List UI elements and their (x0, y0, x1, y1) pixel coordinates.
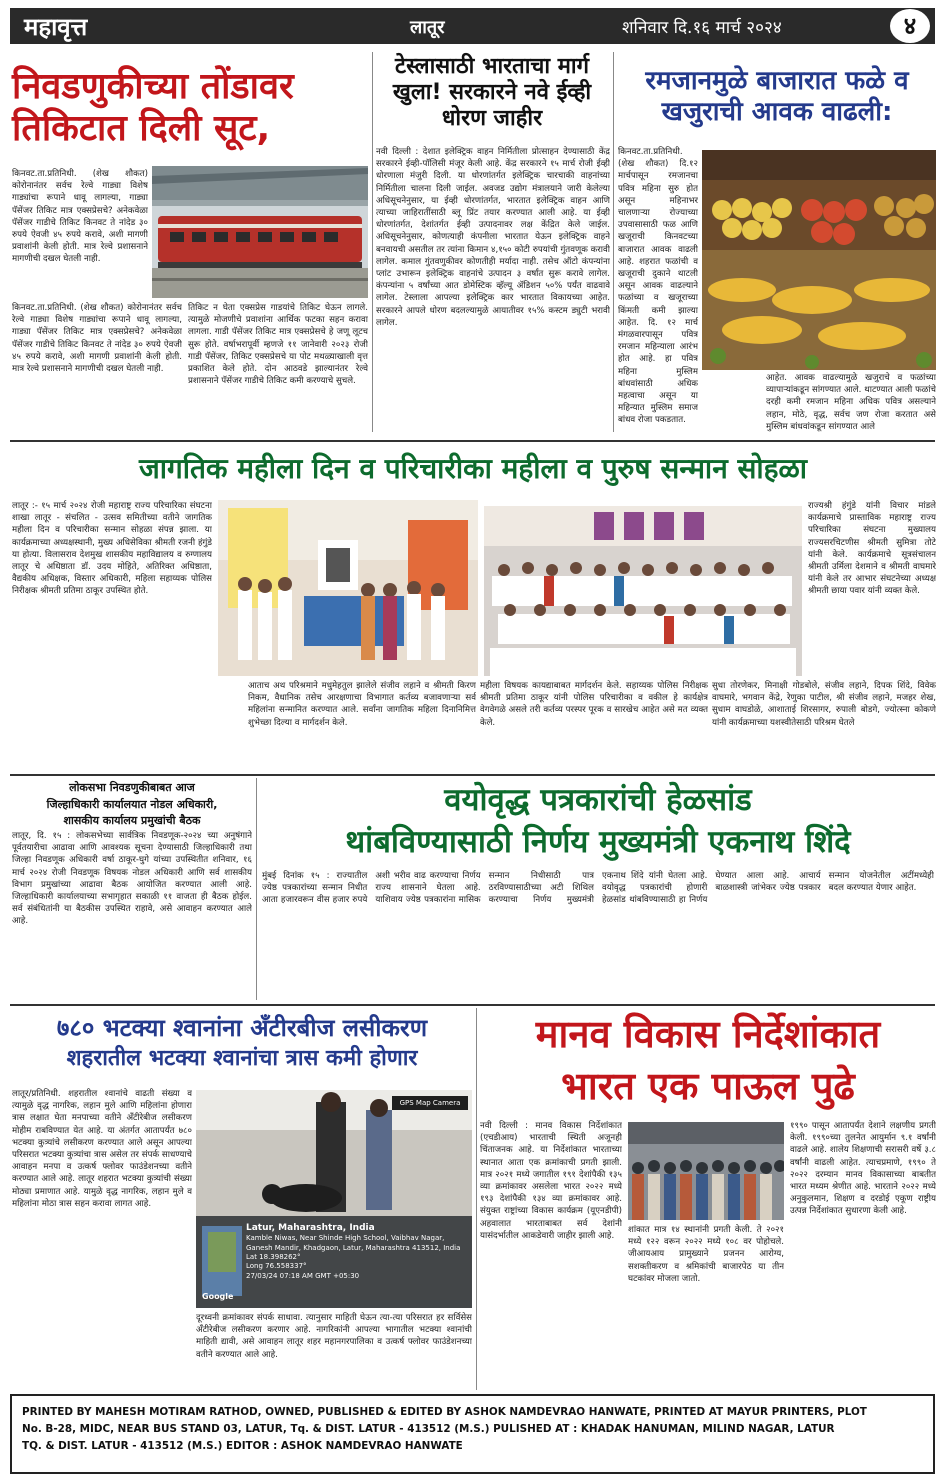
hdi-body: नवी दिल्ली : मानव विकास निर्देशांकात (एचडीआय) भारताची स्थिती अजूनही चिंताजनक आहे. या निर्देशांकात भारताच्या स्थानात आता एक क्रमांकाची प्रगती झाली. मात्र २०२१ मध्ये जगातील १९१ देशांपैकी १३५ व्या क्रमांकावर असलेला भारत २०२२ मध्ये १९३ देशांपैकी १३४ व्या क्रमांकावर आहे. संयुक्त राष्ट्रांच्या विकास कार्यक्रम (यूएनडीपी) अहवालात भारताबाबत सर्व देशांनी यासंदर्भातील आकडेवारी जाहीर झाली आहे. (480, 1121, 622, 1241)
ramzan-body: किनवट.ता.प्रतिनिधी. (शेख शौकत) दि.१२ मार्चपासून रमजानचा पवित्र महिना सुरु होत असून महिनाभर चालणाऱ्या रोज्याच्या उपवासासाठी फळ आणि खजूराची किनवटच्या बाजारात आवक वाढली आहे. शहरात फळांची व खजूराची दुकाने थाटली असून आवक वाढल्याने फळांच्या व खजूराच्या किंमती कमी झाल्या आहेत. दि. १२ मार्च मंगळवारपासून पवित्र रमजान महिन्याला आरंभ होत आहे. हा पवित्र महिना मुस्लिम बांधवांसाठी अधिक महत्वाचा असून या महिन्यात मुस्लिम समाज बांधव रोजा पकडतात. (618, 147, 698, 426)
election-suit-body-intro: किनवट.ता.प्रतिनिधी. (शेख शौकत) कोरोनानंतर सर्वच रेल्वे गाड्या विशेष गाड्यांचा रूपाने धावू लागल्या, गाड्या पॅसेंजर तिकिट मात्र एक्सप्रेसचे? अनेकवेळा पॅसेंजर गाडीचे तिकिट किनवट ते नांदेड ३० रुपये ऐवजी ४५ रुपये करावे, अशी मागणी प्रवाशांनी केली होती. मात्र रेल्वे प्रशासनाने मागणीची दखल घेतली नाही. (12, 169, 148, 265)
dogs-headline-1: ७८० भटक्या श्वानांना अँटीरबीज लसीकरण (56, 1014, 428, 1042)
hdi-body-right: १९९० पासून आतापर्यंत देशाने लक्षणीय प्रगती केली. १९९०च्या तुलनेत आयुर्मान ९.१ वर्षांनी वाढले आहे. शालेय शिक्षणाची सरासरी वर्षे ३.८ वर्षांनी वाढली आहेत. त्याचप्रमाणे, १९९० ते २०२२ दरम्यान मानव विकासाच्या बाबतीत भारत मध्यम श्रेणीत आहे. भारताने २०२२ मध्ये अनुकुलमान, शिक्षण व दरडोई एकूण राष्ट्रीय उत्पन्न निर्देशांकात सुधारणा केली आहे. (790, 1121, 936, 1217)
tesla-headline: टेस्लासाठी भारताचा मार्ग खुला! सरकारने नवे ईव्ही धोरण जाहीर (392, 54, 592, 131)
gps-address: Kamble Niwas, Near Shinde High School, Vaibhav Nagar, Ganesh Mandir, Khadgaon, Latur, Maharashtra 413512, India (246, 1234, 461, 1252)
dog-vaccination-photo (196, 1090, 472, 1308)
section-divider (10, 440, 935, 442)
ramzan-body-cont: आहेत. आवक वाढल्यामुळे खजुराचे व फळांच्या व्यापाऱ्यांकडून सांगण्यात आले. थाटण्यात आली फळांचे दरही कमी रमजान महिना अधिक पवित्र असल्याने लहान, मोठे, वृद्ध, सर्वच जण रोजा करतात असे मुस्लिम बांधवांकडून सांगण्यात आले (766, 373, 936, 432)
womens-day-body-mid2: महीला विषयक कायद्याबाबत मार्गदर्शन केले. सहाय्यक पोलिस निरीक्षक श्रीमती प्रतिमा ठाकूर यांनी पोलिस परिचारीका व वकील हे कार्यक्षेत्र वेगवेगळे असले तरी कर्तव्य परस्पर पूरक व सारखेच आहेत असे मत व्यक्त केले. (480, 681, 708, 728)
gps-lat: Lat 18.398262° (246, 1253, 301, 1262)
election-suit-body-left: किनवट.ता.प्रतिनिधी. (शेख शौकत) कोरोनानंतर सर्वच रेल्वे गाड्या विशेष गाड्यांचा रूपाने धावू लागल्या, गाड्या पॅसेंजर तिकिट मात्र एक्सप्रेसचे? अनेकवेळा पॅसेंजर गाडीचे तिकिट किनवट ते नांदेड ३० रुपये ऐवजी ४५ रुपये करावे, अशी मागणी प्रवाशांनी केली होती. मात्र रेल्वे प्रशासनाने मागणीची दखल घेतली नाही. (12, 303, 182, 375)
womens-day-headline: जागतिक महीला दिन व परिचारीका महीला व पुरुष सन्मान सोहळा (138, 452, 808, 485)
page-number: ४ (890, 9, 930, 43)
womens-day-body-right: राज्यश्री हंगुंडे यांनी विचार मांडले कार्यक्रमाचे प्रास्ताविक महाराष्ट्र राज्य परिचारिका संघटना मुख्यालय राज्यसरचिटणीस श्रीमती सुमित्रा तोटे यांनी केले. कार्यक्रमाचे सूत्रसंचालन श्रीमती उर्मिला देशमाने व श्रीमती वाघमारे यांनी केले तर आभार संघटनेच्या अध्यक्ष श्रीमती छाया पवार यांनी व्यक्त केले. (808, 501, 936, 597)
womens-day-body-left: लातूर :- १५ मार्च २०२४ रोजी महाराष्ट्र राज्य परिचारिका संघटना शाखा लातूर - संचलित - उत्सव समितीच्या वतीने जागतिक महीला दिन व परिचारीका सन्मान सोहळा संपन्न झाला. या कार्यक्रमाच्या अध्यक्षस्थानी, मुख्य अधिसेविका श्रीमती रजनी हंगुंडे या होत्या. विलासराव देशमुख शासकीय महाविद्यालय व रुग्णालय लातूर चे अधिष्ठाता डॉ. उदय मोहिते, अतिरिक्त अधिष्ठाता, वैद्यकीय अधिक्षक, विस्तार अधिकारी, महिला सहाय्यक पोलिस निरीक्षक श्रीमती प्रतिमा ठाकूर उपस्थित होते. (12, 501, 212, 597)
fruits-photo (702, 150, 936, 370)
imprint-footer (10, 1394, 935, 1474)
imprint-line-1: PRINTED BY MAHESH MOTIRAM RATHOD, OWNED, PUBLISHED & EDITED BY ASHOK NAMDEVRAO HANWATE, PRINTED AT MAYUR PRINTERS, PLOT (22, 1406, 867, 1418)
hdi-body-mid: शांकात मात्र १४ स्थानांनी प्रगती केली. ते २०२१ मध्ये १२२ वरून २०२२ मध्ये १०८ वर पोहोचले. जीआयआय प्रामुख्याने प्रजनन आरोग्य, सशक्तीकरण व श्रमिकांची बाजारपेठ या तीन घटकांवर मोजला जातो. (628, 1225, 784, 1284)
column-divider (256, 778, 257, 1000)
gps-title: Latur, Maharashtra, India (246, 1223, 375, 1233)
newspaper-name: महावृत्त (24, 12, 88, 41)
dogs-body: लातूर/प्रतिनिधी. शहरातील श्वानांचे वाढती संख्या व त्यामुळे वृद्ध नागरिक, लहान मुले आणि महिलांना होणारा त्रास लक्षात घेता मनपाच्या वतीने अँटीरेबीज लसीकरण मोहीम राबविण्यात येत आहे. या अंतर्गत आतापर्यंत ७८० भटक्या कुत्र्यांचे लसीकरण करण्यात आले असून आपल्या परिसरात भटक्या कुत्र्यांचा त्रास असेल तर संपर्क साधण्याचे आवाहन मनपा व उत्कर्ष फ्लोवर फाउंडेशनच्या वतीने करण्यात आले आहे. लातूर शहरात भटक्या कुत्र्यांची संख्या मोठ्या प्रमाणात आहे. यामुळे वृद्ध नागरिक, लहान मुले व महिलांना मोठा त्रास सहन करावा लागत आहे. (12, 1089, 192, 1209)
election-suit-headline: निवडणुकीच्या तोंडावर तिकिटात दिली सूट, (12, 66, 294, 150)
lok-sabha-headline-2: जिल्हाधिकारी कार्यालयात नोडल अधिकारी, (46, 797, 218, 811)
map-brand: Google (202, 1292, 234, 1301)
dogs-body-cont: दूरध्वनी क्रमांकावर संपर्क साधावा. त्यानुसार माहिती घेऊन त्या-त्या परिसरात हर सर्विसेस अँटीरेबीज लसीकरण करणार आहे. नागरिकांनी आपल्या भागातील भटक्या श्वानांची माहिती द्यावी, असे आवाहन लातूर शहर महानगरपालिका व उत्कर्ष फ्लोवर फाउंडेशनच्या वतीने करण्यात आले आहे. (196, 1313, 472, 1360)
dogs-headline-2: शहरातील भटक्या श्वानांचा त्रास कमी होणार (66, 1046, 418, 1071)
journalists-headline-1: वयोवृद्ध पत्रकारांची हेळसांड (444, 782, 752, 818)
election-suit-body-cont: तिकिट न घेता एक्सप्रेस गाडयांचे तिकिट घेऊन लागले. त्यामुळे मोजणीचे प्रवाशांना आर्थिक फटका सहन करावा लागला. गाडी पॅसेंजर तिकिट मात्र एक्सप्रेसचे हे जणू लूटच सुरू होते. वर्षाभरापूर्वी म्हणजे ११ जानेवारी २०२३ रोजी गाडी पॅसेंजर, तिकिट एक्सप्रेसचे या पोट मथळ्याखाली वृत्त प्रकाशित केले होते. दोन आठवडे झाल्यानंतर रेल्वे प्रशासनाने पॅसेंजर गाडीचे तिकिट कमी करण्याचे सुचले. (188, 303, 368, 387)
womens-day-body-right2: सुधा तोरणेकर, मिनाक्षी गोडबोले, संजीव लहाने, दिपक शिंदे, विवेक वाघमारे, भगवान केंद्रे, रेणुका पाटील, श्री संजीव लहाने, मजहर शेख, सुधाम वाघडोळे, आशाताई शिरसागर, रुपाली बोडगे, ज्योत्स्ना कोकणे यांनी कार्यक्रमाच्या यशस्वीतेसाठी परिश्रम घेतले (712, 681, 936, 728)
journalists-headline-2: थांबविण्यासाठी निर्णय मुख्यमंत्री एकनाथ शिंदे (345, 824, 851, 860)
lok-sabha-headline-block (12, 780, 252, 830)
ceremony-photo-group (484, 506, 802, 676)
gps-brand-label: GPS Map Camera (392, 1096, 468, 1110)
lok-sabha-headline-3: शासकीय कार्यालय प्रमुखांची बैठक (63, 814, 201, 827)
lok-sabha-headline-1: लोकसभा निवडणुकीबाबत आज (69, 781, 195, 794)
gps-time: 27/03/24 07:18 AM GMT +05:30 (246, 1271, 360, 1280)
column-divider (476, 1008, 477, 1390)
imprint-line-3: TQ. & DIST. LATUR - 413512 (M.S.) EDITOR : ASHOK NAMDEVRAO HANWATE (22, 1440, 463, 1453)
womens-day-body-mid: आताच अथ परिश्रमाने मधुमेहतुल झालेले संजीव लहाने व श्रीमती किरण निकम, वैधानिक तसेच आरक्षणाचा विभागात कर्तव्य बजावणाऱ्या सर्व महिलांना सन्मानित करण्यात आले. सर्वांना जागतिक महिला दिनानिमित्त शुभेच्छा दिल्या व मार्गदर्शन केले. (248, 681, 476, 728)
crowd-photo (628, 1122, 784, 1220)
masthead-city: लातूर (410, 17, 445, 38)
column-divider (372, 52, 373, 432)
lok-sabha-body: लातूर, दि. १५ : लोकसभेच्या सार्वत्रिक निवडणूक-२०२४ च्या अनुषंगाने पूर्वतयारीचा आढावा आणि आवश्यक सूचना देण्यासाठी जिल्हाधिकारी तथा जिल्हा निवडणूक अधिकारी वर्षा ठाकूर-घुगे यांच्या उपस्थितीत शनिवार, १६ मार्च २०२४ रोजी निवडणूक विषयक नोडल अधिकारी आणि सर्व शासकीय विभाग प्रमुखांच्या आढावा बैठक आयोजित करण्यात आली आहे. जिल्हाधिकारी कार्यालयाच्या सभागृहात सकाळी ११ वाजता ही बैठक होईल. सर्व संबंधितांनी या बैठकीस उपस्थित राहावे, असे आवाहन करण्यात आले आहे. (12, 831, 252, 927)
masthead-bar (10, 8, 935, 44)
section-divider (10, 1004, 935, 1006)
column-divider (613, 52, 614, 432)
ramzan-headline: रमजानमुळे बाजारात फळे व खजुराची आवक वाढली: (645, 66, 909, 127)
gps-info-block (246, 1222, 468, 1281)
masthead-date: शनिवार दि.१६ मार्च २०२४ (622, 18, 782, 38)
ceremony-photo-left (218, 500, 478, 676)
train-photo (152, 166, 368, 298)
gps-long: Long 76.558337° (246, 1262, 307, 1271)
imprint-line-2: No. B-28, MIDC, NEAR BUS STAND 03, LATUR, Tq. & DIST. LATUR - 413512 (M.S.) PULISHED AT : KHADAK HANUMAN, MILIND NAGAR, LATUR (22, 1423, 835, 1436)
hdi-headline-2: भारत एक पाऊल पुढे (561, 1064, 855, 1108)
hdi-headline-1: मानव विकास निर्देशांकात (535, 1012, 881, 1056)
section-divider (10, 774, 935, 776)
journalists-body: मुंबई दिनांक १५ : राज्यातील ज्येष्ठ पत्रकारांच्या सन्मान निधीत आता हजारवरून वीस हजार रुपये अशी भरीव वाढ करण्याचा निर्णय राज्य शासनाने घेतला आहे. याशिवाय ज्येष्ठ पत्रकारांना मासिक सन्मान निधीसाठी पात्र ठरविण्यासाठीच्या अटी शिथिल करण्याचा निर्णय मुख्यमंत्री एकनाथ शिंदे यांनी घेतला आहे. वयोवृद्ध पत्रकारांची होणारी हेळसांड थांबविण्यासाठी हा निर्णय घेण्यात आला आहे. आचार्य बाळशास्त्री जांभेकर ज्येष्ठ पत्रकार सन्मान योजनेतील अटींमध्येही बदल करण्यात येणार आहेत. (262, 871, 934, 906)
tesla-body: नवी दिल्ली : देशात इलेक्ट्रिक वाहन निर्मितीला प्रोत्साहन देण्यासाठी केंद्र सरकारने ईव्ही-पॉलिसी मंजूर केली आहे. केंद्र सरकारने १५ मार्च रोजी ईव्ही धोरणाला मंजुरी दिली. या धोरणांतर्गत इलेक्ट्रिक चारचाकी वाहनांच्या निर्मितीला चालना दिली जाईल. अवजड उद्योग मंत्रालयाने जारी केलेल्या अधिसूचनेनुसार, या ईव्ही धोरणांतर्गत, भारतात इलेक्ट्रिक वाहन आणि त्याच्या जाहिरातींसाठी ब्लू प्रिंट तयार करण्यात आली आहे. या ईव्ही धोरणांतर्गत, देशांतर्गत ईव्ही उत्पादनावर लक्ष केंद्रित केले जाईल. अधिसूचनेनुसार, कोणत्याही कंपनीला भारतात येऊन इलेक्ट्रिक वाहने बनवायची असतील तर त्यांना किमान ४,१५० कोटी रुपयांची गुंतवणूक करावी लागेल. कमाल गुंतवणुकीवर कोणतीही मर्यादा नाही. तसेच ऑटो कंपन्यांना प्लांट उभारून इलेक्ट्रिक वाहनांचे उत्पादन ३ वर्षांत सुरू करावे लागेल. कंपन्यांना ५ वर्षांच्या आत डोमेस्टिक व्हॅल्यू ॲडिशन ५०% पर्यंत वाढवावे लागेल. टेस्लाला आपल्या इलेक्ट्रिक कार भारतात विकायच्या आहेत. सरकारने आपले धोरण बदलल्यामुळे आयातीवर १५% कस्टम ड्युटी भरावी लागेल. (376, 147, 610, 328)
